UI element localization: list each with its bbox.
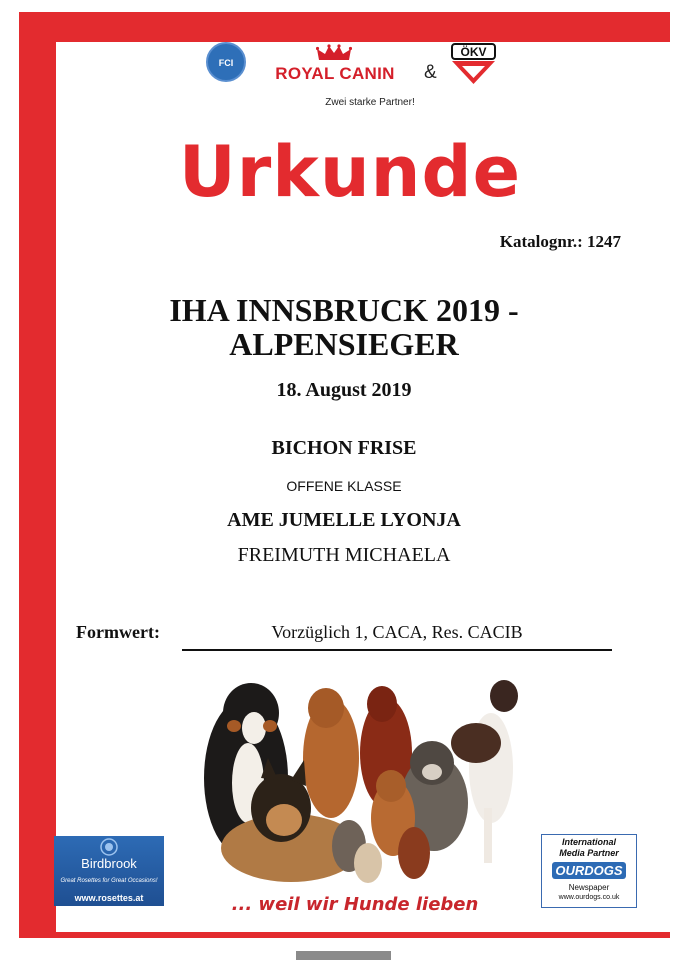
event-title-line-1: IHA INNSBRUCK 2019 - xyxy=(169,292,519,328)
ourdogs-line-2: Media Partner xyxy=(559,848,619,858)
ourdogs-line-1: International xyxy=(561,837,616,847)
okv-logo xyxy=(451,43,496,85)
rosette-icon xyxy=(98,838,120,856)
fci-logo xyxy=(206,42,246,82)
royal-canin-logo: ROYAL CANIN xyxy=(275,64,395,83)
certificate-title: Urkunde xyxy=(178,131,522,213)
ourdogs-wordmark: OURDOGS xyxy=(552,862,626,879)
royal-canin-crown-icon xyxy=(316,44,352,62)
class-name: OFFENE KLASSE xyxy=(286,478,402,494)
ourdogs-logo xyxy=(541,834,637,908)
owner-name: FREIMUTH MICHAELA xyxy=(237,544,451,566)
fci-logo-text: FCI xyxy=(218,58,234,68)
event-title-line-2: ALPENSIEGER xyxy=(229,326,459,362)
birdbrook-name: Birdbrook xyxy=(81,856,137,871)
formwert-underline xyxy=(182,649,612,651)
birdbrook-logo xyxy=(54,836,164,906)
event-date: 18. August 2019 xyxy=(276,379,412,401)
formwert-label: Formwert: xyxy=(76,622,160,642)
ourdogs-newspaper: Newspaper xyxy=(568,883,610,892)
okv-logo-text: ÖKV xyxy=(460,45,487,59)
catalog-number: Katalognr.: 1247 xyxy=(499,232,621,251)
formwert-value: Vorzüglich 1, CACA, Res. CACIB xyxy=(271,622,523,642)
dog-group-image xyxy=(186,668,521,900)
birdbrook-url: www.rosettes.at xyxy=(74,893,144,903)
ampersand: & xyxy=(424,62,437,83)
page-bottom-tab xyxy=(296,951,391,960)
birdbrook-tagline: Great Rosettes for Great Occasions! xyxy=(60,878,158,884)
ourdogs-url: www.ourdogs.co.uk xyxy=(558,894,620,901)
partner-slogan: Zwei starke Partner! xyxy=(325,97,415,108)
breed-name: BICHON FRISE xyxy=(271,437,417,459)
slogan: ... weil wir Hunde lieben xyxy=(231,894,479,915)
dog-name: AME JUMELLE LYONJA xyxy=(227,509,461,531)
